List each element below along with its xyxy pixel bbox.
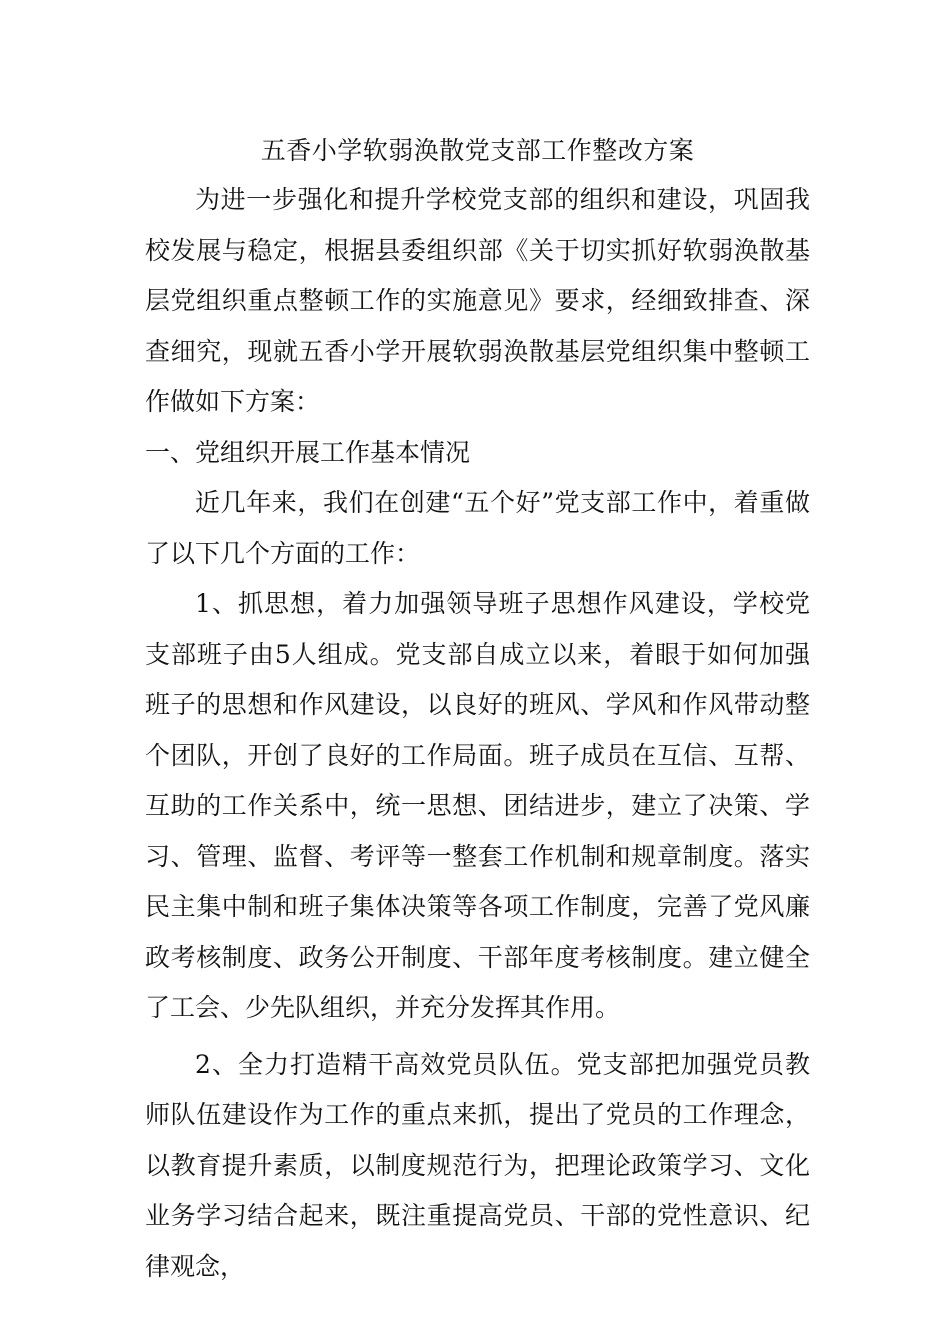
item-2-paragraph: 2、全力打造精干高效党员队伍。党支部把加强党员教师队伍建设作为工作的重点来抓，提出了党员的工作理念，以教育提升素质，以制度规范行为，把理论政策学习、文化业务学习结合起来，既注重提高党员、干部的党性意识、纪律观念，	[145, 1049, 810, 1281]
document-title: 五香小学软弱涣散党支部工作整改方案	[260, 136, 695, 165]
document-page	[145, 128, 810, 1292]
item-1-paragraph: 1、抓思想，着力加强领导班子思想作风建设，学校党支部班子由5人组成。党支部自成立以来，着眼于如何加强班子的思想和作风建设，以良好的班风、学风和作风带动整个团队，开创了良好的工作局面。班子成员在互信、互帮、互助的工作关系中，统一思想、团结进步，建立了决策、学习、管理、监督、考评等一整套工作机制和规章制度。落实民主集中制和班子集体决策等各项工作制度，完善了党风廉政考核制度、政务公开制度、干部年度考核制度。建立健全了工会、少先队组织，并充分发挥其作用。	[145, 589, 810, 1022]
section-heading-1: 一、党组织开展工作基本情况	[145, 437, 471, 467]
intro-paragraph: 为进一步强化和提升学校党支部的组织和建设，巩固我校发展与稳定，根据县委组织部《关于切实抓好软弱涣散基层党组织重点整顿工作的实施意见》要求，经细致排查、深查细究，现就五香小学开展软弱涣散基层党组织集中整顿工作做如下方案：	[145, 185, 810, 416]
section1-intro-paragraph: 近几年来，我们在创建“五个好”党支部工作中，着重做了以下几个方面的工作：	[145, 488, 810, 568]
